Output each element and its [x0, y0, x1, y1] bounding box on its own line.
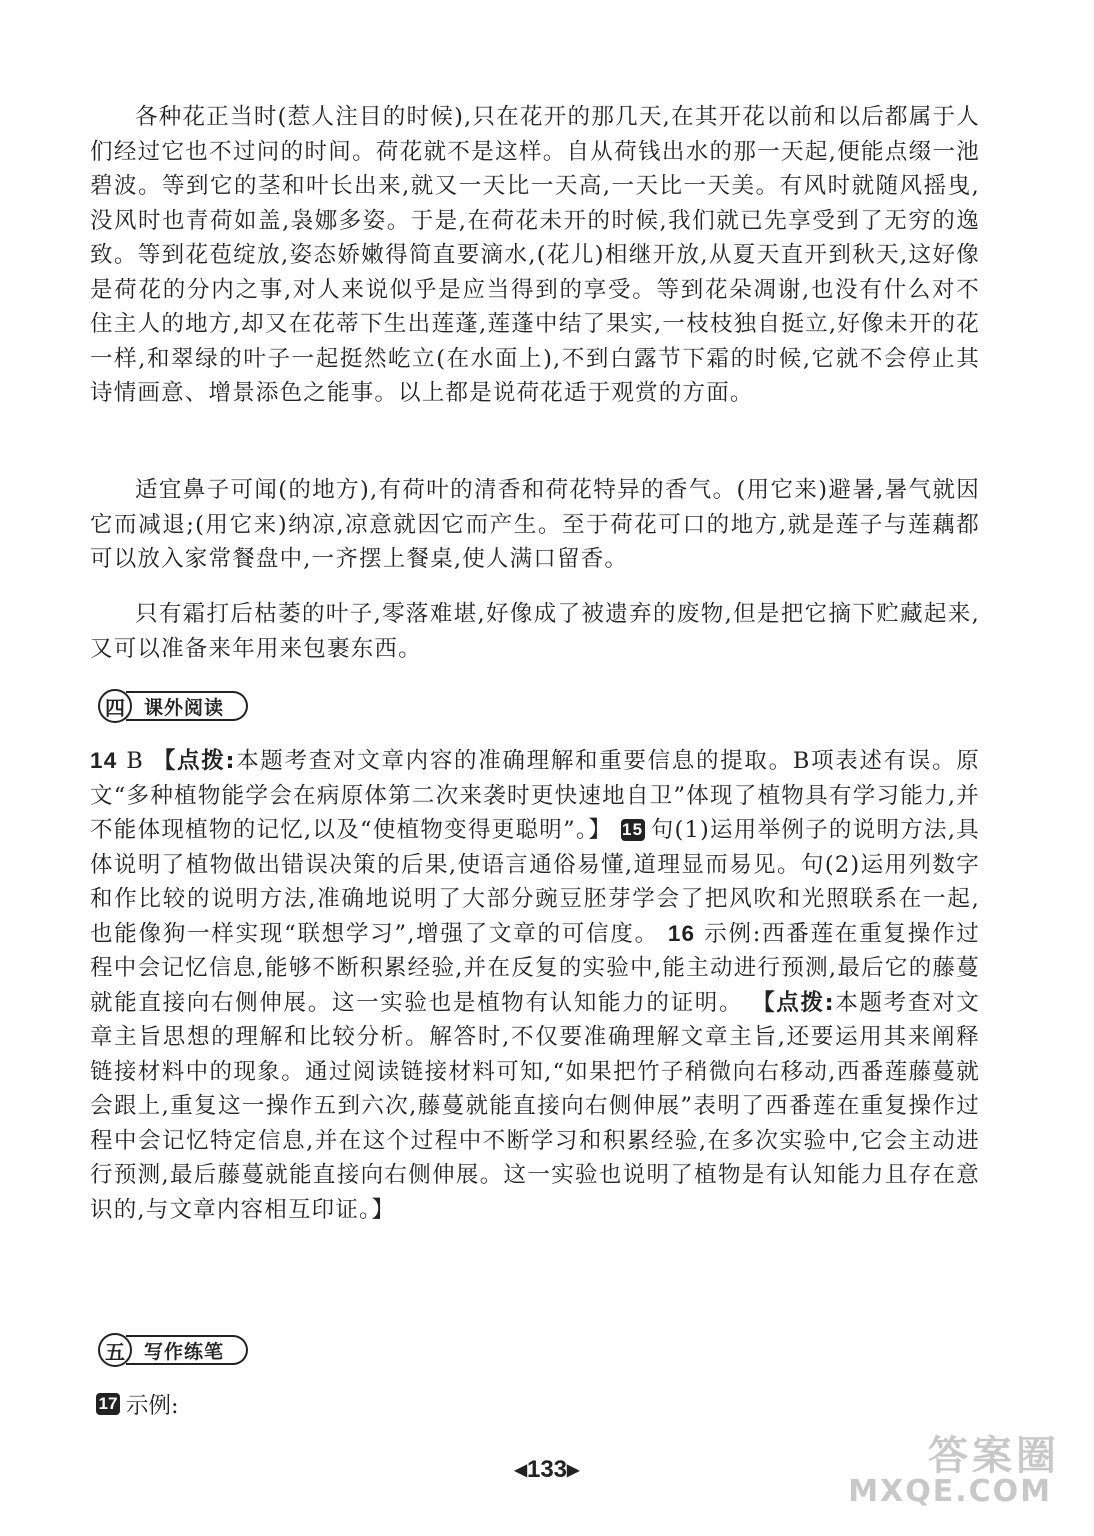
section-header-5: [98, 1332, 248, 1368]
section-number-4: 四: [98, 689, 132, 723]
question-15-number: 15: [621, 820, 644, 839]
page-right-arrow-icon: ▶: [567, 1462, 580, 1479]
paragraph-translation-2: 适宜鼻子可闻(的地方),有荷叶的清香和荷花特异的香气。(用它来)避暑,暑气就因它而减退;(用它来)纳凉,凉意就因它而产生。至于荷花可口的地方,就是莲子与莲藕都可以放入家常餐盘中,一齐摆上餐桌,使人满口留香。: [90, 477, 980, 572]
section-title-4: 课外阅读: [126, 691, 248, 721]
page-number-value: 133: [526, 1456, 568, 1483]
paragraph-translation-1: 各种花正当时(惹人注目的时候),只在花开的那几天,在其开花以前和以后都属于人们经过它也不过问的时间。荷花就不是这样。自从荷钱出水的那一天起,便能点缀一池碧波。等到它的茎和叶长出来,就又一天比一天高,一天比一天美。有风时就随风摇曳,没风时也青荷如盖,袅娜多姿。于是,在荷花未开的时候,我们就已先享受到了无穷的逸致。等到花苞绽放,姿态娇嫩得简直要滴水,(花儿)相继开放,从夏天直开到秋天,这好像是荷花的分内之事,对人来说似乎是应当得到的享受。等到花朵凋谢,也没有什么对不住主人的地方,却又在花蒂下生出莲蓬,莲蓬中结了果实,一枝枝独自挺立,好像未开的花一样,和翠绿的叶子一起挺然屹立(在水面上),不到白露节下霜的时候,它就不会停止其诗情画意、增景添色之能事。以上都是说荷花适于观赏的方面。: [90, 104, 980, 406]
question-16-answer: 示例:西番莲在重复操作过程中会记忆信息,能够不断积累经验,并在反复的实验中,能主动进行预测,最后它的藤蔓就能直接向右侧伸展。这一实验也是植物有认知能力的证明。: [90, 920, 980, 1016]
question-17-number: 17: [96, 1393, 120, 1415]
question-15-answer: 句(1)运用举例子的说明方法,具体说明了植物做出错误决策的后果,使语言通俗易懂,道理显而易见。句(2)运用列数字和作比较的说明方法,准确地说明了大部分豌豆胚芽学会了把风吹和光照联系在一起,也能像狗一样实现“联想学习”,增强了文章的可信度。: [90, 817, 980, 947]
section-header-4: [98, 688, 248, 724]
paragraph-translation-3: 只有霜打后枯萎的叶子,零落难堪,好像成了被遗弃的废物,但是把它摘下贮藏起来,又可以准备来年用来包裹东西。: [90, 601, 980, 662]
question-16-tip-text: 本题考查对文章主旨思想的理解和比较分析。解答时,不仅要准确理解文章主旨,还要运用其来阐释链接材料中的现象。通过阅读链接材料可知,“如果把竹子稍微向右移动,西番莲藤蔓就会跟上,重复这一操作五到六次,藤蔓就能直接向右侧伸展”表明了西番莲在重复操作过程中会记忆特定信息,并在这个过程中不断学习和积累经验,在多次实验中,它会主动进行预测,最后藤蔓就能直接向右侧伸展。这一实验也说明了植物是有认知能力且存在意识的,与文章内容相互印证。】: [90, 989, 980, 1223]
question-14-answer: B: [117, 748, 153, 774]
question-14-number: 14: [90, 748, 118, 773]
question-17-text: 示例:: [126, 1393, 179, 1419]
answers-block: [90, 744, 980, 1227]
section-title-5: 写作练笔: [126, 1335, 248, 1365]
question-16-number: 16: [667, 920, 696, 946]
question-16-tip-label: 【点拨:: [752, 989, 835, 1016]
watermark-logo: [848, 1424, 1074, 1514]
watermark-top: 答案圈: [928, 1433, 1060, 1479]
binding-margin-marks: [1022, 560, 1042, 720]
section-number-5: 五: [98, 1333, 132, 1367]
question-17: [96, 1388, 179, 1420]
page-left-arrow-icon: ◀: [514, 1462, 527, 1479]
question-14-tip-text: 本题考查对文章内容的准确理解和重要信息的提取。B项表述有误。原文“多种植物能学会在病原体第二次来袭时更快速地自卫”体现了植物具有学习能力,并不能体现植物的记忆,以及“使植物变得更聪明”。】: [90, 748, 980, 843]
watermark-bottom: MXQE.COM: [848, 1474, 1052, 1509]
question-14-tip-label: 【点拨:: [152, 748, 236, 774]
